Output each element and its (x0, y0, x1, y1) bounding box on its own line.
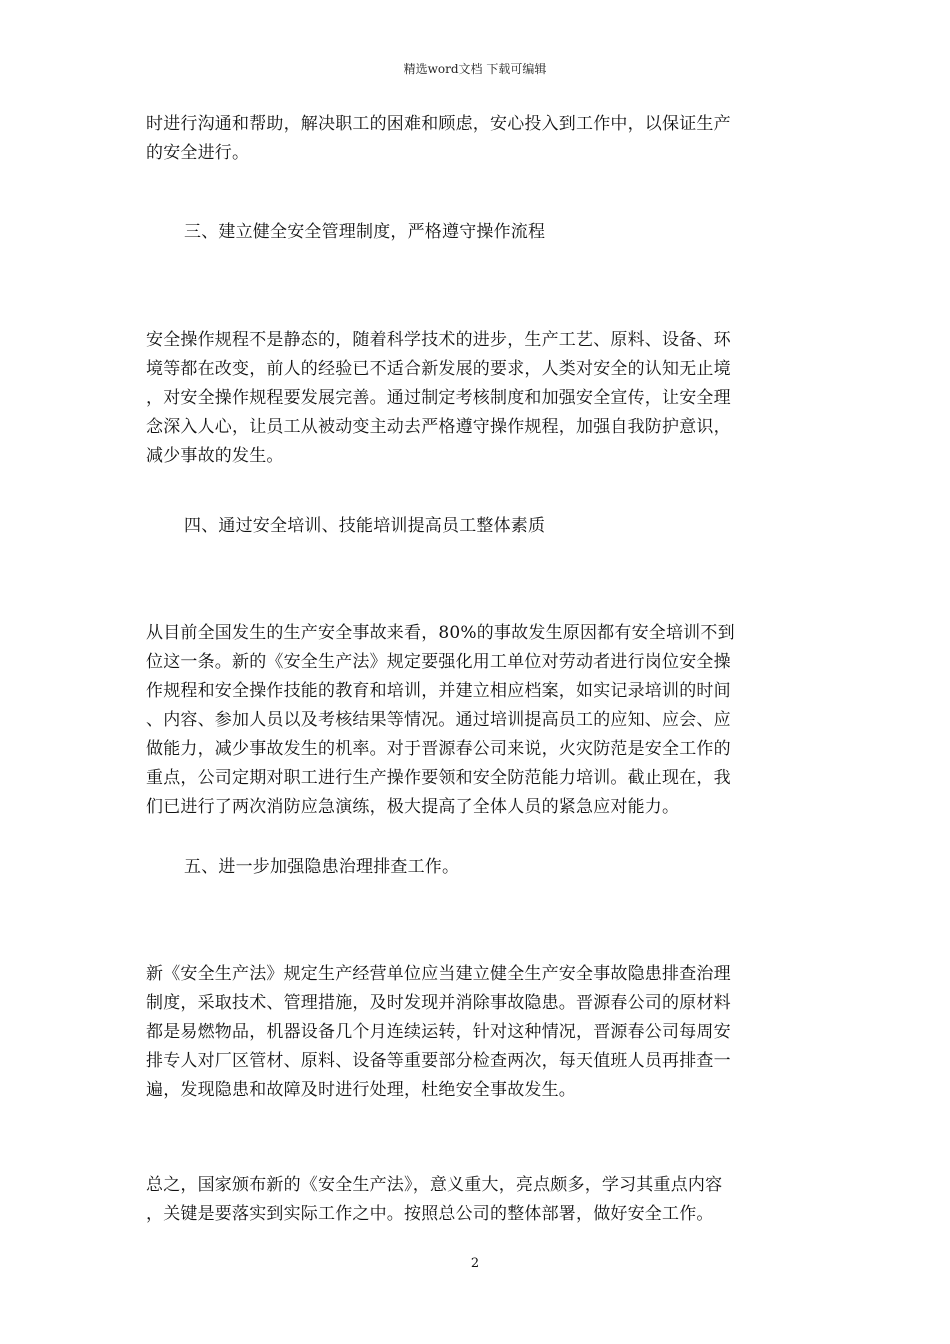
text-line: 的安全进行。 (146, 143, 250, 163)
text-line: 境等都在改变，前人的经验已不适合新发展的要求，人类对安全的认知无止境 (146, 359, 731, 379)
paragraph-2 (146, 326, 816, 471)
text-line: 们已进行了两次消防应急演练，极大提高了全体人员的紧急应对能力。 (146, 797, 680, 817)
text-line: 遍，发现隐患和故障及时进行处理，杜绝安全事故发生。 (146, 1080, 576, 1100)
text-line: 新《安全生产法》规定生产经营单位应当建立健全生产安全事故隐患排查治理 (146, 964, 731, 984)
text-line: 时进行沟通和帮助，解决职工的困难和顾虑，安心投入到工作中，以保证生产 (146, 114, 731, 134)
text-line: 制度，采取技术、管理措施，及时发现并消除事故隐患。晋源春公司的原材料 (146, 993, 731, 1013)
text-line: 排专人对厂区管材、原料、设备等重要部分检查两次，每天值班人员再排查一 (146, 1051, 731, 1071)
section-heading-5: 五、进一步加强隐患治理排查工作。 (184, 857, 460, 877)
paragraph-1 (146, 110, 816, 168)
section-heading-4: 四、通过安全培训、技能培训提高员工整体素质 (184, 516, 546, 536)
text-line: 位这一条。新的《安全生产法》规定要强化用工单位对劳动者进行岗位安全操 (146, 652, 731, 672)
text-line: ，对安全操作规程要发展完善。通过制定考核制度和加强安全宣传，让安全理 (146, 388, 731, 408)
text-line: 总之，国家颁布新的《安全生产法》，意义重大，亮点颇多，学习其重点内容 (146, 1175, 723, 1195)
text-line: 从目前全国发生的生产安全事故来看，80%的事故发生原因都有安全培训不到 (146, 623, 735, 643)
page-header: 精选word文档 下载可编辑 (403, 62, 547, 76)
text-line: 安全操作规程不是静态的，随着科学技术的进步，生产工艺、原料、设备、环 (146, 330, 731, 350)
text-line: ，关键是要落实到实际工作之中。按照总公司的整体部署，做好安全工作。 (146, 1204, 714, 1224)
text-line: 做能力，减少事故发生的机率。对于晋源春公司来说，火灾防范是安全工作的 (146, 739, 731, 759)
text-line: 作规程和安全操作技能的教育和培训，并建立相应档案，如实记录培训的时间 (146, 681, 731, 701)
page-number: 2 (470, 1256, 480, 1271)
paragraph-5 (146, 1171, 816, 1229)
text-line: 、内容、参加人员以及考核结果等情况。通过培训提高员工的应知、应会、应 (146, 710, 731, 730)
text-line: 重点，公司定期对职工进行生产操作要领和安全防范能力培训。截止现在，我 (146, 768, 731, 788)
text-line: 都是易燃物品，机器设备几个月连续运转，针对这种情况，晋源春公司每周安 (146, 1022, 731, 1042)
text-line: 念深入人心，让员工从被动变主动去严格遵守操作规程，加强自我防护意识， (146, 417, 731, 437)
paragraph-4 (146, 960, 816, 1105)
section-heading-3: 三、建立健全安全管理制度，严格遵守操作流程 (184, 222, 546, 242)
paragraph-3 (146, 619, 816, 822)
text-line: 减少事故的发生。 (146, 446, 284, 466)
